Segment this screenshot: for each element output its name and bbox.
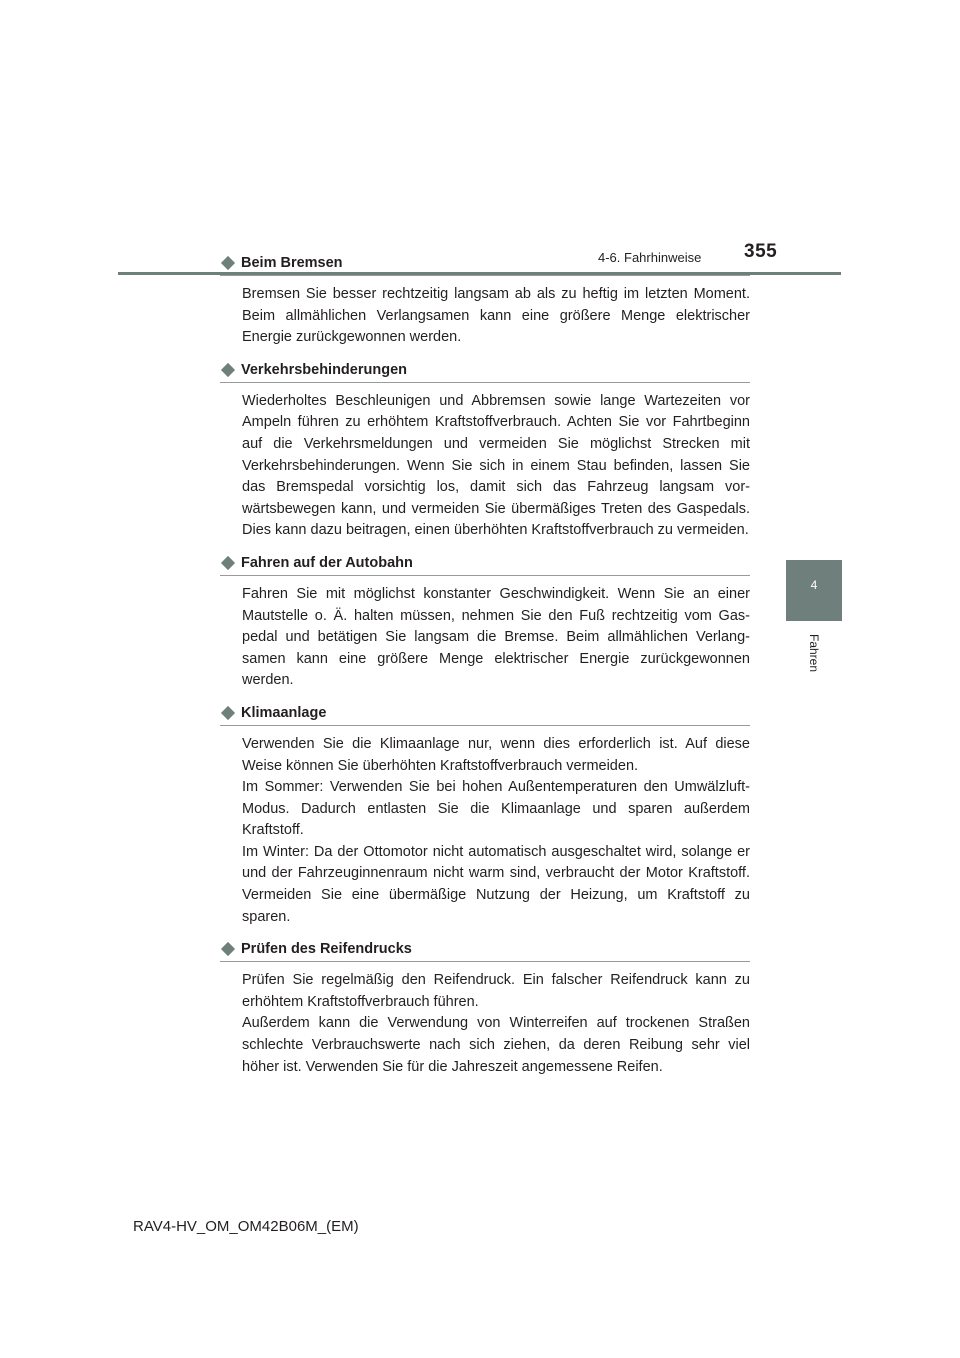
- paragraph: Fahren Sie mit möglichst konstanter Geschwindigkeit. Wenn Sie an einer Mautstelle o. Ä. halten müssen, nehmen Sie den Fuß rechtzeitig vom Gaspedal und betätigen Sie langsam die Bremse. Beim allmählichen Verlangsamen kann eine größere Menge elektrischer Energie zurückgewonnen werden.: [242, 585, 750, 689]
- section-title: Beim Bremsen: [241, 255, 343, 271]
- chapter-label-text: Fahren: [807, 634, 821, 673]
- section-fahren-auf-der-autobahn: [220, 552, 750, 692]
- section-body: [242, 970, 750, 1078]
- section-heading: [220, 938, 750, 962]
- section-body: [242, 284, 750, 349]
- section-beim-bremsen: [220, 252, 750, 349]
- document-code: RAV4-HV_OM_OM42B06M_(EM): [133, 1218, 359, 1235]
- chapter-number: 4: [810, 578, 818, 592]
- diamond-bullet-icon: [221, 256, 235, 270]
- section-title: Klimaanlage: [241, 704, 327, 721]
- page-number: 355: [744, 241, 778, 262]
- section-heading: [220, 252, 750, 276]
- chapter-label: [786, 634, 842, 675]
- section-body: [242, 391, 750, 542]
- paragraph: Wiederholtes Beschleunigen und Abbremsen sowie lange Wartezeiten vor Ampeln führen zu erhöhtem Kraftstoffverbrauch. Achten Sie vor Fahrtbeginn auf die Verkehrsmeldungen und vermeiden Sie möglichst Strecken mit Verkehrsbehinderungen. Wenn Sie sich in einem Stau befinden, lassen Sie das Bremspedal vorsichtig los, damit sich das Fahrzeug langsam vorwärtsbewegen kann, und vermeiden Sie übermäßiges Treten des Gaspedals. Dies kann dazu beitragen, einen überhöhten Kraftstoffverbrauch zu vermeiden.: [242, 392, 750, 539]
- section-body: [242, 734, 750, 928]
- paragraph: Verwenden Sie die Klimaanlage nur, wenn dies erforderlich ist. Auf diese Weise können Sie überhöhten Kraftstoffverbrauch vermeiden.: [242, 735, 750, 774]
- section-title: Prüfen des Reifendrucks: [241, 941, 412, 958]
- paragraph: Im Sommer: Verwenden Sie bei hohen Außentemperaturen den Umwälzluft-Modus. Dadurch entlasten Sie die Klimaanlage und sparen außerdem Kraftstoff.: [242, 779, 750, 839]
- page-content: [220, 252, 750, 1088]
- paragraph: Bremsen Sie besser rechtzeitig langsam ab als zu heftig im letzten Moment. Beim allmählichen Verlangsamen kann eine größere Menge elektrischer Energie zurückgewonnen werden.: [242, 286, 750, 346]
- section-klimaanlage: [220, 702, 750, 928]
- running-header-section: 4-6. Fahrhinweise: [598, 250, 702, 265]
- paragraph: Prüfen Sie regelmäßig den Reifendruck. Ein falscher Reifendruck kann zu erhöhtem Kraftstoffverbrauch führen.: [242, 972, 750, 1010]
- section-heading: [220, 359, 750, 383]
- section-body: [242, 584, 750, 692]
- section-heading: [220, 552, 750, 576]
- section-title: Verkehrsbehinderungen: [241, 361, 407, 378]
- section-title: Fahren auf der Autobahn: [241, 554, 413, 571]
- paragraph: Außerdem kann die Verwendung von Winterreifen auf trockenen Straßen schlechte Verbrauchswerte nach sich ziehen, da deren Reibung sehr viel höher ist. Verwenden Sie für die Jahreszeit angemessene Reifen.: [242, 1015, 750, 1075]
- paragraph: Im Winter: Da der Ottomotor nicht automatisch ausgeschaltet wird, solange er und der Fahrzeuginnenraum nicht warm sind, verbraucht der Motor Kraftstoff. Vermeiden Sie eine übermäßige Nutzung der Heizung, um Kraftstoff zu sparen.: [242, 843, 750, 925]
- diamond-bullet-icon: [221, 363, 235, 377]
- diamond-bullet-icon: [221, 556, 235, 570]
- diamond-bullet-icon: [221, 706, 235, 720]
- section-heading: [220, 702, 750, 726]
- section-verkehrsbehinderungen: [220, 359, 750, 542]
- chapter-tab: [786, 560, 842, 621]
- section-pruefen-des-reifendrucks: [220, 938, 750, 1078]
- diamond-bullet-icon: [221, 942, 235, 956]
